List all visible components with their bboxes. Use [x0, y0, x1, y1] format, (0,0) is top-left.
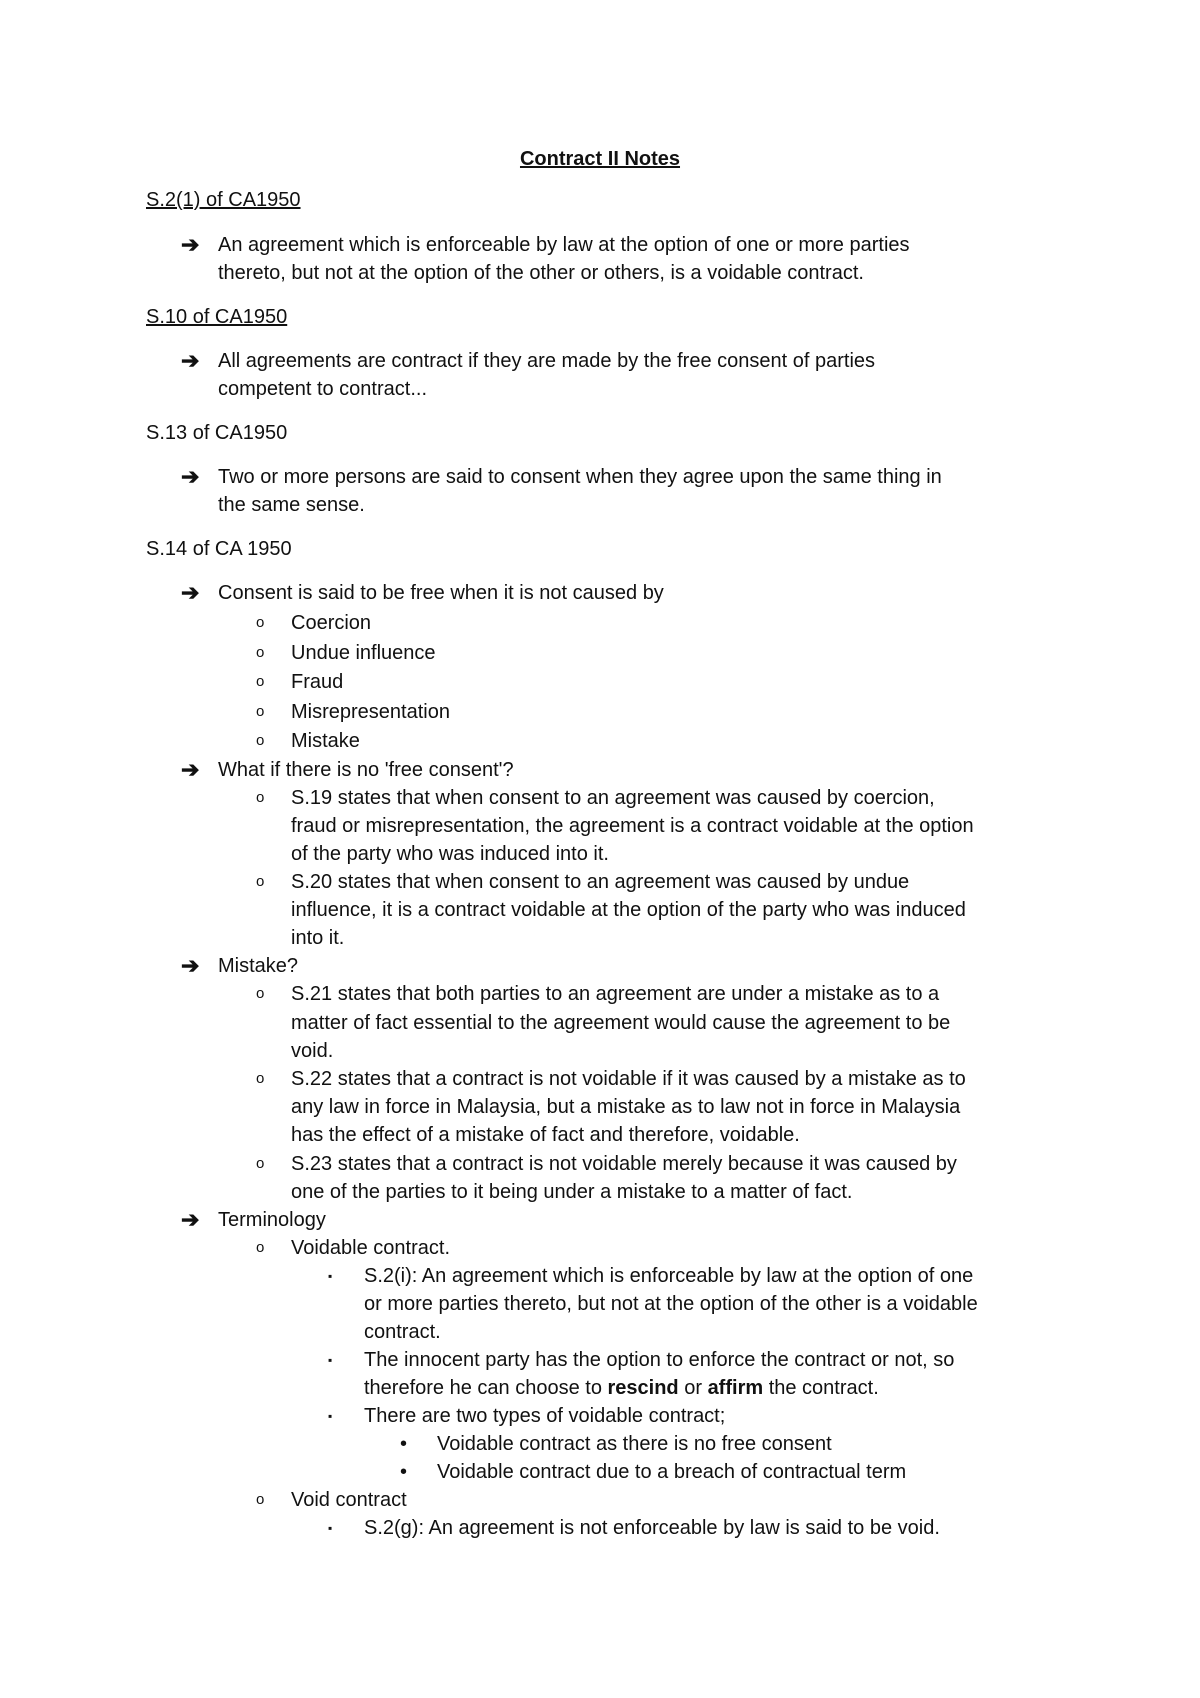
s22-line-3: has the effect of a mistake of fact and therefore, voidable.	[291, 1124, 800, 1146]
arrow-icon: ➔	[181, 757, 200, 782]
s20-line-2: influence, it is a contract voidable at the option of the party who was induced	[291, 899, 966, 921]
section-heading-s14: S.14 of CA 1950	[146, 538, 292, 560]
or-text: or	[678, 1377, 708, 1399]
s10-text-line-2: competent to contract...	[218, 378, 427, 400]
s2g-text: S.2(g): An agreement is not enforceable by law is said to be void.	[364, 1517, 940, 1539]
arrow-icon: ➔	[181, 580, 200, 605]
s21-line-1: S.21 states that both parties to an agreement are under a mistake as to a	[291, 983, 940, 1005]
innocent-party-line-2	[364, 1374, 879, 1402]
circle-bullet-icon: o	[256, 1155, 265, 1172]
consent-item-fraud: Fraud	[291, 671, 344, 693]
consent-item-undue-influence: Undue influence	[291, 642, 436, 664]
rescind-term: rescind	[607, 1377, 679, 1399]
voidable-type-1: Voidable contract as there is no free consent	[437, 1433, 832, 1455]
mistake-text: Mistake?	[218, 955, 299, 977]
s19-line-2: fraud or misrepresentation, the agreement is a contract voidable at the option	[291, 815, 974, 837]
circle-bullet-icon: o	[256, 873, 265, 890]
innocent-party-line-1: The innocent party has the option to enforce the contract or not, so	[364, 1349, 955, 1371]
arrow-icon: ➔	[181, 232, 200, 257]
s21-line-2: matter of fact essential to the agreement would cause the agreement to be	[291, 1012, 951, 1034]
affirm-term: affirm	[707, 1377, 764, 1399]
consent-text: Consent is said to be free when it is not caused by	[218, 582, 664, 604]
dot-bullet-icon: •	[400, 1433, 408, 1455]
s19-line-1: S.19 states that when consent to an agreement was caused by coercion,	[291, 787, 935, 809]
s19-line-3: of the party who was induced into it.	[291, 843, 609, 865]
circle-bullet-icon: o	[256, 985, 265, 1002]
s2-1-text-line-1: An agreement which is enforceable by law at the option of one or more parties	[218, 234, 910, 256]
s22-line-1: S.22 states that a contract is not voidable if it was caused by a mistake as to	[291, 1068, 966, 1090]
s23-line-2: one of the parties to it being under a mistake to a matter of fact.	[291, 1181, 853, 1203]
circle-bullet-icon: o	[256, 614, 265, 631]
square-bullet-icon: ▪	[328, 1521, 333, 1535]
s21-line-3: void.	[291, 1040, 334, 1062]
s13-text-line-1: Two or more persons are said to consent when they agree upon the same thing in	[218, 466, 942, 488]
s23-line-1: S.23 states that a contract is not voidable merely because it was caused by	[291, 1153, 957, 1175]
square-bullet-icon: ▪	[328, 1409, 333, 1423]
section-heading-s10: S.10 of CA1950	[146, 306, 288, 328]
arrow-icon: ➔	[181, 348, 200, 373]
voidable-types-text: There are two types of voidable contract;	[364, 1405, 726, 1427]
consent-item-coercion: Coercion	[291, 612, 372, 634]
s2i-line-1: S.2(i): An agreement which is enforceable by law at the option of one	[364, 1265, 974, 1287]
circle-bullet-icon: o	[256, 1491, 265, 1508]
void-contract-label: Void contract	[291, 1489, 407, 1511]
s22-line-2: any law in force in Malaysia, but a mistake as to law not in force in Malaysia	[291, 1096, 961, 1118]
section-heading-s13: S.13 of CA1950	[146, 422, 288, 444]
s2i-line-3: contract.	[364, 1321, 441, 1343]
section-heading-s2-1: S.2(1) of CA1950	[146, 189, 301, 211]
consent-item-misrepresentation: Misrepresentation	[291, 701, 450, 723]
no-free-consent-text: What if there is no 'free consent'?	[218, 759, 514, 781]
circle-bullet-icon: o	[256, 1239, 265, 1256]
s20-line-3: into it.	[291, 927, 345, 949]
square-bullet-icon: ▪	[328, 1353, 333, 1367]
innocent-party-text-a: therefore he can choose to	[364, 1377, 608, 1399]
terminology-text: Terminology	[218, 1209, 326, 1231]
voidable-contract-label: Voidable contract.	[291, 1237, 450, 1259]
circle-bullet-icon: o	[256, 732, 265, 749]
arrow-icon: ➔	[181, 953, 200, 978]
circle-bullet-icon: o	[256, 1070, 265, 1087]
s10-text-line-1: All agreements are contract if they are made by the free consent of parties	[218, 350, 876, 372]
circle-bullet-icon: o	[256, 703, 265, 720]
circle-bullet-icon: o	[256, 644, 265, 661]
square-bullet-icon: ▪	[328, 1269, 333, 1283]
arrow-icon: ➔	[181, 464, 200, 489]
voidable-type-2: Voidable contract due to a breach of contractual term	[437, 1461, 907, 1483]
arrow-icon: ➔	[181, 1207, 200, 1232]
innocent-party-text-b: the contract.	[763, 1377, 879, 1399]
consent-item-mistake: Mistake	[291, 730, 360, 752]
circle-bullet-icon: o	[256, 673, 265, 690]
s20-line-1: S.20 states that when consent to an agreement was caused by undue	[291, 871, 910, 893]
s2i-line-2: or more parties thereto, but not at the option of the other is a voidable	[364, 1293, 978, 1315]
circle-bullet-icon: o	[256, 789, 265, 806]
s2-1-text-line-2: thereto, but not at the option of the other or others, is a voidable contract.	[218, 262, 864, 284]
dot-bullet-icon: •	[400, 1461, 408, 1483]
page-title: Contract II Notes	[519, 148, 681, 170]
s13-text-line-2: the same sense.	[218, 494, 365, 516]
